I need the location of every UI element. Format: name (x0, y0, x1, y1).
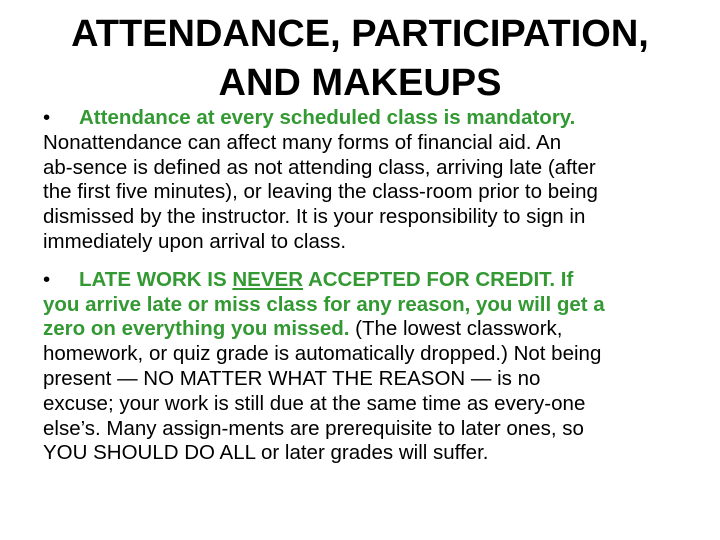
paragraph2-line-6: excuse; your work is still due at the same time as every-one (43, 391, 586, 415)
paragraph2-line-8: YOU SHOULD DO ALL or later grades will suffer. (43, 441, 489, 465)
lowest-classwork-text: (The lowest classwork, (349, 317, 563, 341)
bullet-2: • (43, 267, 51, 291)
bullet-1: • (43, 106, 51, 129)
paragraph1-line-5: dismissed by the instructor. It is your responsibility to sign in (43, 205, 586, 229)
paragraph1-line-6: immediately upon arrival to class. (43, 229, 347, 253)
slide-body (43, 106, 683, 479)
paragraph2-line-2: you arrive late or miss class for any reason, you will get a (43, 292, 605, 316)
paragraph1-line-1 (43, 106, 683, 131)
paragraph1-line-3: ab-sence is defined as not attending class, arriving late (after (43, 155, 596, 179)
title-line-1: ATTENDANCE, PARTICIPATION, (71, 13, 649, 55)
attendance-paragraph (43, 106, 683, 255)
paragraph2-line-3 (43, 317, 683, 342)
paragraph1-line-4: the first five minutes), or leaving the class-room prior to being (43, 180, 598, 204)
title-line-2: AND MAKEUPS (218, 62, 502, 104)
late-work-paragraph (43, 268, 683, 466)
paragraph2-line-5: present — NO MATTER WHAT THE REASON — is no (43, 366, 541, 390)
late-work-pre: LATE WORK IS (79, 267, 233, 291)
paragraph2-line-7: else’s. Many assign-ments are prerequisite to later ones, so (43, 416, 584, 440)
never-underlined: NEVER (232, 267, 304, 291)
zero-missed-text: zero on everything you missed. (43, 317, 350, 341)
paragraph2-line-4: homework, or quiz grade is automatically dropped.) Not being (43, 342, 602, 366)
late-work-post: ACCEPTED FOR CREDIT. If (303, 267, 574, 291)
paragraph1-line-2: Nonattendance can affect many forms of financial aid. An (43, 130, 562, 154)
slide-title (40, 10, 680, 108)
attendance-mandatory-text: Attendance at every scheduled class is mandatory. (79, 106, 576, 129)
paragraph2-line-1 (43, 268, 683, 293)
